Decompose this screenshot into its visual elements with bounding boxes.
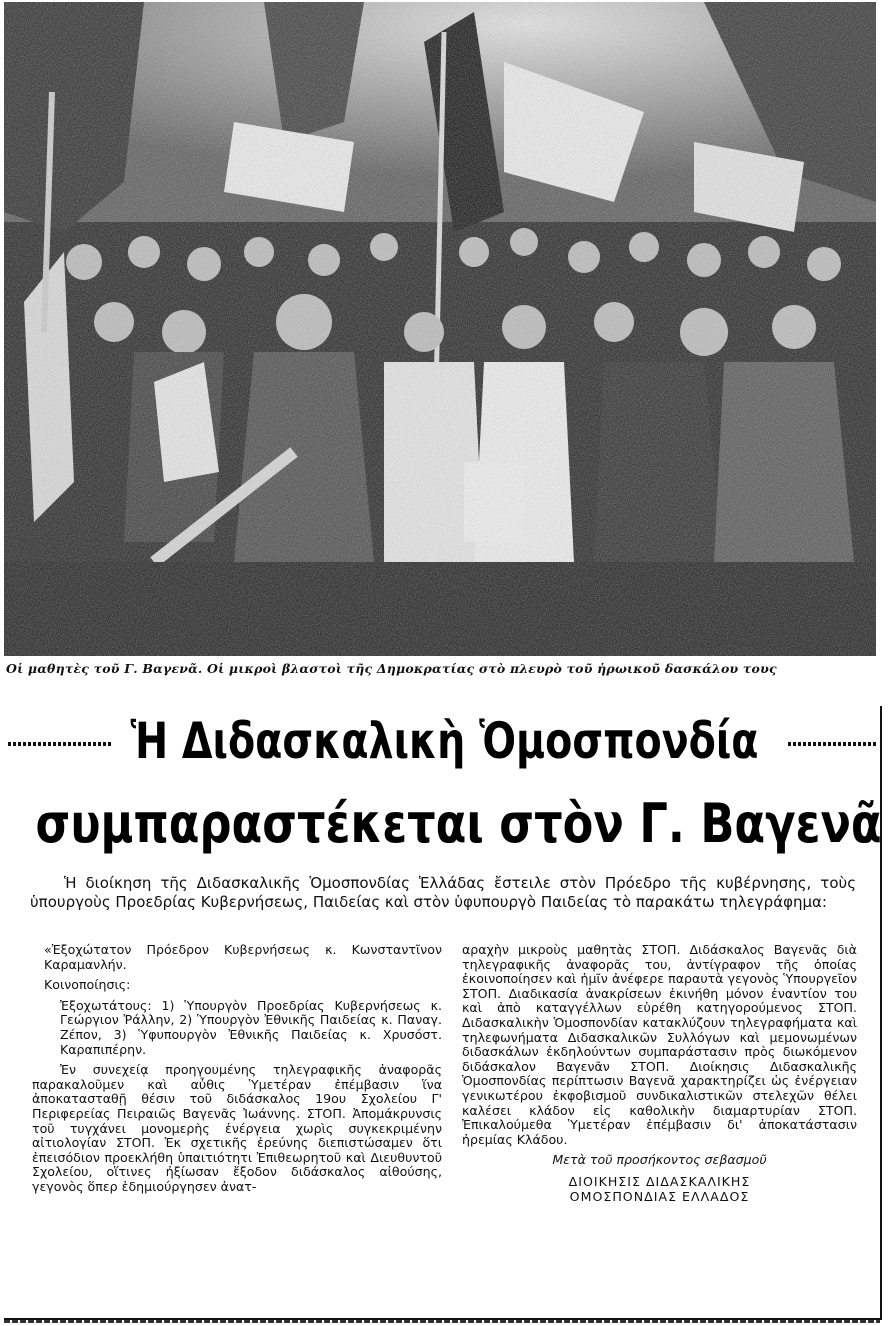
news-photo	[4, 2, 876, 656]
telegram-address: «Ἐξοχώτατον Πρόεδρον Κυβερνήσεως κ. Κωνσταντῖνον Καραμανλήν.	[44, 942, 442, 972]
signature-line-1: ΔΙΟΙΚΗΣΙΣ ΔΙΔΑΣΚΑΛΙΚΗΣ	[568, 1173, 751, 1189]
telegram-cc-label: Κοινοποίησις:	[44, 977, 131, 993]
photo-caption: Οἱ μαθητὲς τοῦ Γ. Βαγενᾶ. Οἱ μικροὶ βλαστοὶ τῆς Δημοκρατίας στὸ πλευρὸ τοῦ ἡρωικοῦ δασκάλου τους	[6, 661, 777, 676]
telegram-cc-text: Ἐξοχωτάτους: 1) Ὑπουργὸν Προεδρίας Κυβερνήσεως κ. Γεώργιον Ῥάλλην, 2) Ὑπουργὸν Ἐθνικῆς Παιδείας κ. Παναγ. Ζέπον, 3) Ὑφυπουργὸν Ἐθνικῆς Παιδείας κ. Χρυσόστ. Καραπιπέρην.	[60, 997, 442, 1057]
signature-line-2: ΟΜΟΣΠΟΝΔΙΑΣ ΕΛΛΑΔΟΣ	[569, 1188, 750, 1204]
lead-paragraph: Ἡ διοίκηση τῆς Διδασκαλικῆς Ὁμοσπονδίας Ἑλλάδας ἔστειλε στὸν Πρόεδρο τῆς κυβέρνησης, τοὺς ὑπουργοὺς Προεδρίας Κυβερνήσεως, Παιδείας καὶ στὸν ὑφυπουργὸ Παιδείας τὸ παρακάτω τηλεγράφημα:	[30, 874, 856, 911]
telegram-body-part-1: Ἐν συνεχείᾳ προηγουμένης τηλεγραφικῆς ἀναφορᾶς παρακαλοῦμεν καὶ αὖθις Ὑμετέραν ἐπέμβασιν ἵνα ἀποκατασταθῇ θέσιν τοῦ διδάσκαλος 19ου Σχολείου Γ' Περιφερείας Πειραιῶς Βαγενᾶς Ἰωάννης. ΣΤΟΠ. Ἀπομάκρυνσις τοῦ τυγχάνει μονομερὴς ἐνέργεια χωρὶς συγκεκριμένην αἰτιολογίαν ΣΤΟΠ. Ἐκ σχετικῆς ἐρεύνης διεπιστώσαμεν ὅτι ἐπεισόδιον προεκλήθη ὑπαιτιότητι Ἐπιθεωρητοῦ καὶ Διευθυντοῦ Σχολείου, οἵτινες ἠξίωσαν ἔξοδον διδάσκαλος αἰθούσης, γεγονὸς ὅπερ ἐδημιούργησεν ἀνατ-	[32, 1062, 442, 1194]
telegram-column-left	[32, 943, 442, 1201]
telegram-body-part-2: αραχὴν μικροὺς μαθητὰς ΣΤΟΠ. Διδάσκαλος Βαγενᾶς διὰ τηλεγραφικῆς ἀναφορᾶς του, ἀντίγραφον τῆς ὁποίας ἐκοινοποίησεν καὶ ἡμῖν ἀνέφερε παραυτὰ γεγονὸς Ὑπουργεῖον ΣΤΟΠ. Διαδικασία ἀνακρίσεων ἐκινήθη μόνον ἐναντίον του καὶ ἀπὸ καταγγέλλων εὑρέθη κατηγορούμενος ΣΤΟΠ. Διδασκαλικὴν Ὁμοσπονδίαν κατακλύζουν τηλεγραφήματα καὶ τηλεφωνήματα Διδασκαλικῶν Συλλόγων καὶ μεμονωμένων διδασκάλων ἐκδηλούντων συμπαράστασιν πρὸς διωκόμενον διδάσκαλον Βαγενᾶν ΣΤΟΠ. Διοίκησις Διδασκαλικῆς Ὁμοσπονδίας περίπτωσιν Βαγενᾶ χαρακτηρίζει ὡς ἐνέργειαν γενικωτέρου ἐκφοβισμοῦ συνδικαλιστικῶν στελεχῶν θέλει καλέσει κλάδον εἰς καθολικὴν διαμαρτυρίαν ΣΤΟΠ. Ἐπικαλούμεθα Ὑμετέραν ἐπέμβασιν δι' ἀποκατάστασιν ἠρεμίας Κλάδου.	[462, 942, 857, 1147]
headline-line-2: συμπαραστέκεται στὸν Γ. Βαγενᾶ	[35, 792, 882, 855]
telegram-column-right	[462, 943, 857, 1204]
telegram-signoff: Μετὰ τοῦ προσήκοντος σεβασμοῦ	[552, 1152, 767, 1168]
headline-line-1: Ἡ Διδασκαλικὴ Ὁμοσπονδία	[130, 712, 759, 770]
crowd-photo-illustration	[4, 2, 876, 656]
bottom-rule	[4, 1320, 880, 1323]
